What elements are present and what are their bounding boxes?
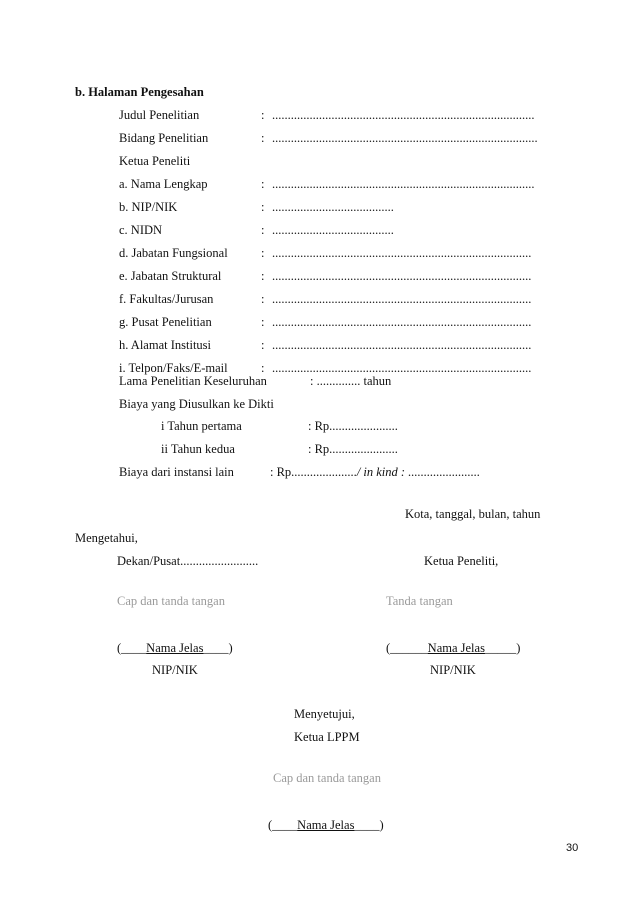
field-sep: :: [261, 315, 265, 329]
dekan-label: Dekan/Pusat.........................: [117, 554, 259, 568]
field-label: a. Nama Lengkap: [119, 177, 208, 191]
field-label: h. Alamat Institusi: [119, 338, 212, 352]
field-dots: ...................................................................................: [272, 292, 532, 306]
biaya-lain-label: Biaya dari instansi lain: [119, 465, 234, 479]
name-text: Nama Jelas: [146, 641, 204, 655]
paren-open: (____: [117, 641, 147, 655]
field-dots: .......................................: [272, 200, 394, 214]
biaya-lain-value: [270, 464, 480, 480]
field-sep: :: [261, 246, 265, 260]
page-number: 30: [566, 842, 579, 854]
nama-jelas-center: [268, 817, 384, 833]
biaya-dikti-label: Biaya yang Diusulkan ke Dikti: [119, 397, 274, 411]
nip-left: NIP/NIK: [152, 663, 198, 677]
field-label: Judul Penelitian: [119, 108, 200, 122]
field-dots: .....................................................................................: [272, 131, 538, 145]
field-sep: :: [261, 131, 265, 145]
biaya-lain-kind: / in kind : .......................: [356, 465, 481, 479]
field-sep: :: [261, 269, 265, 283]
field-label: e. Jabatan Struktural: [119, 269, 222, 283]
cap-center: Cap dan tanda tangan: [273, 771, 381, 785]
paren-close: ____): [203, 641, 233, 655]
field-sep: :: [261, 361, 265, 375]
biaya-row-value: : Rp......................: [308, 442, 398, 456]
lama-value: : .............. tahun: [310, 374, 392, 388]
field-sep: :: [261, 200, 265, 214]
field-label: d. Jabatan Fungsional: [119, 246, 228, 260]
name-text: Nama Jelas: [297, 818, 355, 832]
paren-close: _____): [484, 641, 521, 655]
biaya-row-label: ii Tahun kedua: [161, 442, 235, 456]
menyetujui: Menyetujui,: [294, 707, 355, 721]
ketua-peneliti-label: Ketua Peneliti,: [424, 554, 499, 568]
field-dots: ...................................................................................: [272, 338, 532, 352]
nama-jelas-right: [386, 640, 520, 656]
field-label: b. NIP/NIK: [119, 200, 178, 214]
biaya-lain-rp: : Rp.....................: [270, 465, 357, 479]
field-dots: ...................................................................................: [272, 246, 532, 260]
field-dots: ...................................................................................: [272, 269, 532, 283]
field-label: i. Telpon/Faks/E-mail: [119, 361, 228, 375]
field-dots: .......................................: [272, 223, 394, 237]
field-label: f. Fakultas/Jurusan: [119, 292, 214, 306]
ketua-lppm: Ketua LPPM: [294, 730, 360, 744]
mengetahui: Mengetahui,: [75, 531, 138, 545]
field-dots: ....................................................................................: [272, 108, 535, 122]
place-date: Kota, tanggal, bulan, tahun: [405, 507, 541, 521]
cap-left: Cap dan tanda tangan: [117, 594, 225, 608]
biaya-row-label: i Tahun pertama: [161, 419, 242, 433]
lama-label: Lama Penelitian Keseluruhan: [119, 374, 267, 388]
paren-open: (______: [386, 641, 428, 655]
field-label: Bidang Penelitian: [119, 131, 209, 145]
paren-open: (____: [268, 818, 298, 832]
field-dots: ...................................................................................: [272, 361, 532, 375]
field-label: g. Pusat Penelitian: [119, 315, 212, 329]
field-dots: ...................................................................................: [272, 315, 532, 329]
field-label: Ketua Peneliti: [119, 154, 191, 168]
field-sep: :: [261, 177, 265, 191]
nip-right: NIP/NIK: [430, 663, 476, 677]
field-sep: :: [261, 292, 265, 306]
field-sep: :: [261, 223, 265, 237]
field-label: c. NIDN: [119, 223, 163, 237]
paren-close: ____): [354, 818, 384, 832]
nama-jelas-left: [117, 640, 233, 656]
section-title: b. Halaman Pengesahan: [75, 85, 204, 99]
field-sep: :: [261, 108, 265, 122]
name-text: Nama Jelas: [427, 641, 485, 655]
biaya-row-value: : Rp......................: [308, 419, 398, 433]
field-dots: ....................................................................................: [272, 177, 535, 191]
tanda-right: Tanda tangan: [386, 594, 453, 608]
field-sep: :: [261, 338, 265, 352]
